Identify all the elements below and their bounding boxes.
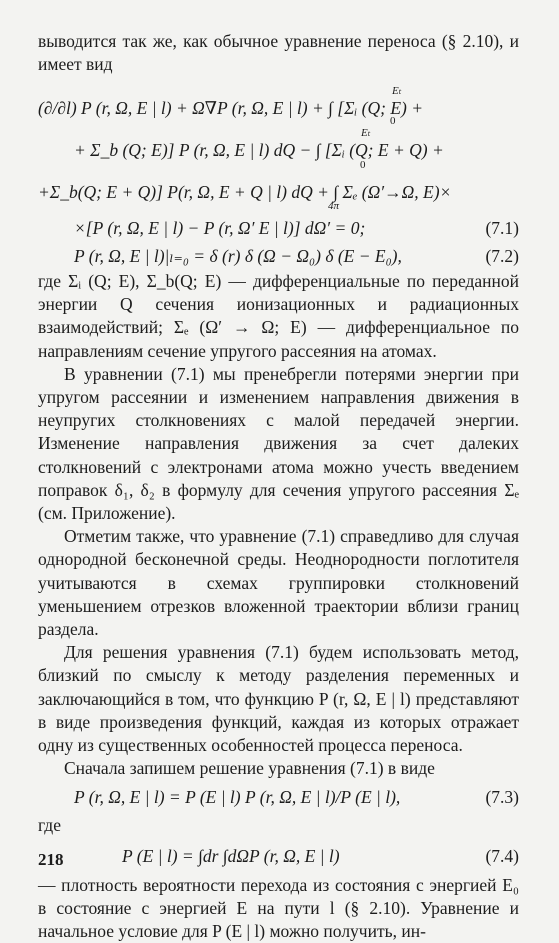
equation-7-1-line-3	[38, 178, 519, 208]
equation-7-4	[38, 838, 519, 874]
limit-zero-2: 0	[360, 159, 366, 171]
limit-upper-2: Eₜ	[361, 127, 371, 139]
equation-7-4-text: P (E | l) = ∫dr ∫dΩP (r, Ω, E | l)	[122, 845, 340, 866]
page-number: 218	[38, 850, 64, 869]
density-paragraph: — плотность вероятности перехода из состояния с энергией E₀ в состояние с энергией E на пути l (§ 2.10). Уравнение и начальное условие для P (E | l) можно получить, ин-	[38, 874, 519, 942]
equation-7-1-line-2	[38, 136, 519, 166]
equation-7-1-line-3-text: +Σ_b(Q; E + Q)] P(r, Ω, E + Q | l) dQ + ∫ Σₑ (Ω′→Ω, E)×	[38, 182, 452, 202]
intro-paragraph: выводится так же, как обычное уравнение переноса (§ 2.10), и имеет вид	[38, 31, 519, 75]
equation-7-2-text: P (r, Ω, E | l)|ₗ₌₀ = δ (r) δ (Ω − Ω₀) δ (E − E₀),	[74, 246, 402, 266]
method-paragraph: Для решения уравнения (7.1) будем использовать метод, близкий по смыслу к методу разделения переменных и заключающийся в том, что функцию P (r, Ω, E | l) представляют в виде произведения функций, каждая из которых отражает одну из существенных особенностей процесса переноса.	[38, 642, 519, 756]
first-solution-paragraph: Сначала запишем решение уравнения (7.1) в виде	[64, 758, 435, 779]
note-paragraph: Отметим также, что уравнение (7.1) справедливо для случая однородной бесконечной среды. Неоднородности поглотителя учитываются в схемах группировки столкновений уменьшением отрезков вложенной траектории вблизи границ раздела.	[38, 526, 519, 640]
where-sigma-paragraph: где Σᵢ (Q; E), Σ_b(Q; E) — дифференциальные по переданной энергии Q сечения ионизационных и радиационных взаимодействий; Σₑ (Ω′ → Ω; E) — дифференциальное по направлениям сечение упругого рассеяния на атомах.	[38, 271, 519, 361]
equation-7-1-line-2-text: + Σ_b (Q; E)] P (r, Ω, E | l) dQ − ∫ [Σᵢ (Q; E + Q) +	[74, 140, 444, 160]
equation-7-2-number: (7.2)	[485, 246, 519, 266]
equation-7-1-line-1-text: (∂/∂l) P (r, Ω, E | l) + Ω∇P (r, Ω, E | l) + ∫ [Σᵢ (Q; E) +	[38, 98, 424, 118]
equation-7-1-line-1	[38, 94, 519, 124]
where-label: где	[38, 815, 61, 836]
equation-7-3	[38, 780, 519, 814]
equation-7-3-text: P (r, Ω, E | l) = P (E | l) P (r, Ω, E | l)/P (E | l),	[74, 787, 401, 808]
neglect-paragraph: В уравнении (7.1) мы пренебрегли потерями энергии при упругом рассеянии и изменением направления движения в неупругих столкновениях с малой передачей энергии. Изменение направления движения за счет далеких столкновений с электронами атома можно учесть введением поправок δ₁, δ₂ в формулу для сечения упругого рассеяния Σₑ (см. Приложение).	[38, 363, 519, 524]
limit-4pi: 4π	[328, 200, 340, 212]
equation-7-1-line-4	[38, 214, 519, 242]
limit-zero-1: 0	[390, 115, 396, 127]
book-page	[38, 30, 519, 943]
limit-upper-1: Eₜ	[392, 85, 402, 97]
equation-7-2	[38, 242, 519, 270]
equation-7-3-number: (7.3)	[485, 787, 519, 808]
equation-7-1-line-4-text: ×[P (r, Ω, E | l) − P (r, Ω′ E | l)] dΩ′ = 0;	[74, 218, 366, 238]
equation-7-1-number: (7.1)	[485, 218, 519, 238]
equation-7-4-number: (7.4)	[485, 845, 519, 866]
